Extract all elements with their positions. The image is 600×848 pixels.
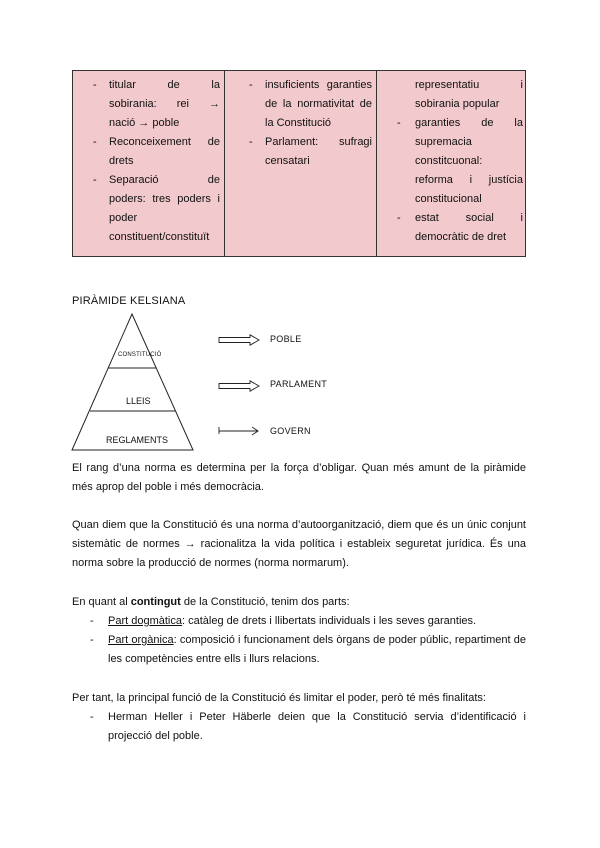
pyramid-target-poble: POBLE — [270, 334, 302, 344]
purposes-list — [72, 708, 526, 746]
table-column-2 — [225, 71, 377, 256]
paragraph: Quan diem que la Constitució és una norma d’autoorganització, diem que és un únic conjunt sistemàtic de normes → racionalitza la vida política i estableix seguretat jurídica. És una norma sobre la producció de normes (norma normarum). — [72, 519, 526, 569]
pyramid-shape — [70, 312, 195, 452]
paragraph: En quant al contingut de la Constitució, tenim dos parts: — [72, 596, 350, 608]
list-item: - Part orgànica: composició i funcionament dels òrgans de poder públic, repartiment de les competències entre ells i llurs relacions. — [90, 634, 526, 665]
pyramid-diagram — [70, 312, 195, 452]
list-item: - Reconceixement de drets — [93, 136, 220, 167]
arrow-right-icon — [218, 425, 260, 437]
list-item: - estat social i democràtic de dret — [397, 212, 523, 243]
list-item: - Part dogmàtica: catàleg de drets i llibertats individuals i les seves garanties. — [90, 615, 477, 627]
comparison-table — [72, 70, 526, 257]
pyramid-level-bottom: REGLAMENTS — [106, 435, 169, 445]
list-item: - Parlament: sufragi censatari — [249, 136, 372, 167]
content-parts-list — [72, 612, 526, 669]
list-item: - insuficients garanties de la normativitat de la Constitució — [249, 79, 372, 129]
list-item: - Separació de poders: tres poders i poder constituent/constituït — [93, 174, 220, 243]
list-item: - Herman Heller i Peter Häberle deien que la Constitució servia d’identificació i projecció del poble. — [90, 711, 526, 742]
table-column-1 — [73, 71, 225, 256]
pyramid-target-parlament: PARLAMENT — [270, 379, 328, 389]
arrow-right-icon — [218, 334, 260, 346]
pyramid-target-govern: GOVERN — [270, 426, 311, 436]
paragraph: Per tant, la principal funció de la Constitució és limitar el poder, però té més finalitats: — [72, 692, 486, 704]
paragraph: El rang d’una norma es determina per la força d’obligar. Quan més amunt de la piràmide més aprop del poble i més democràcia. — [72, 462, 526, 493]
table-column-3 — [377, 71, 527, 256]
table-cell-lead-2: sobirania popular — [415, 98, 500, 110]
section-title: PIRÀMIDE KELSIANA — [72, 295, 186, 307]
table-cell-lead: representatiu i — [415, 79, 523, 91]
pyramid-level-middle: LLEIS — [126, 396, 151, 406]
list-item: - garanties de la supremacia constitcuonal: reforma i justícia constitucional — [397, 117, 523, 205]
arrow-right-icon — [218, 380, 260, 392]
pyramid-level-top: CONSTITUCIÓ — [118, 352, 162, 358]
list-item: - titular de la sobirania: rei → nació → poble — [93, 79, 220, 129]
